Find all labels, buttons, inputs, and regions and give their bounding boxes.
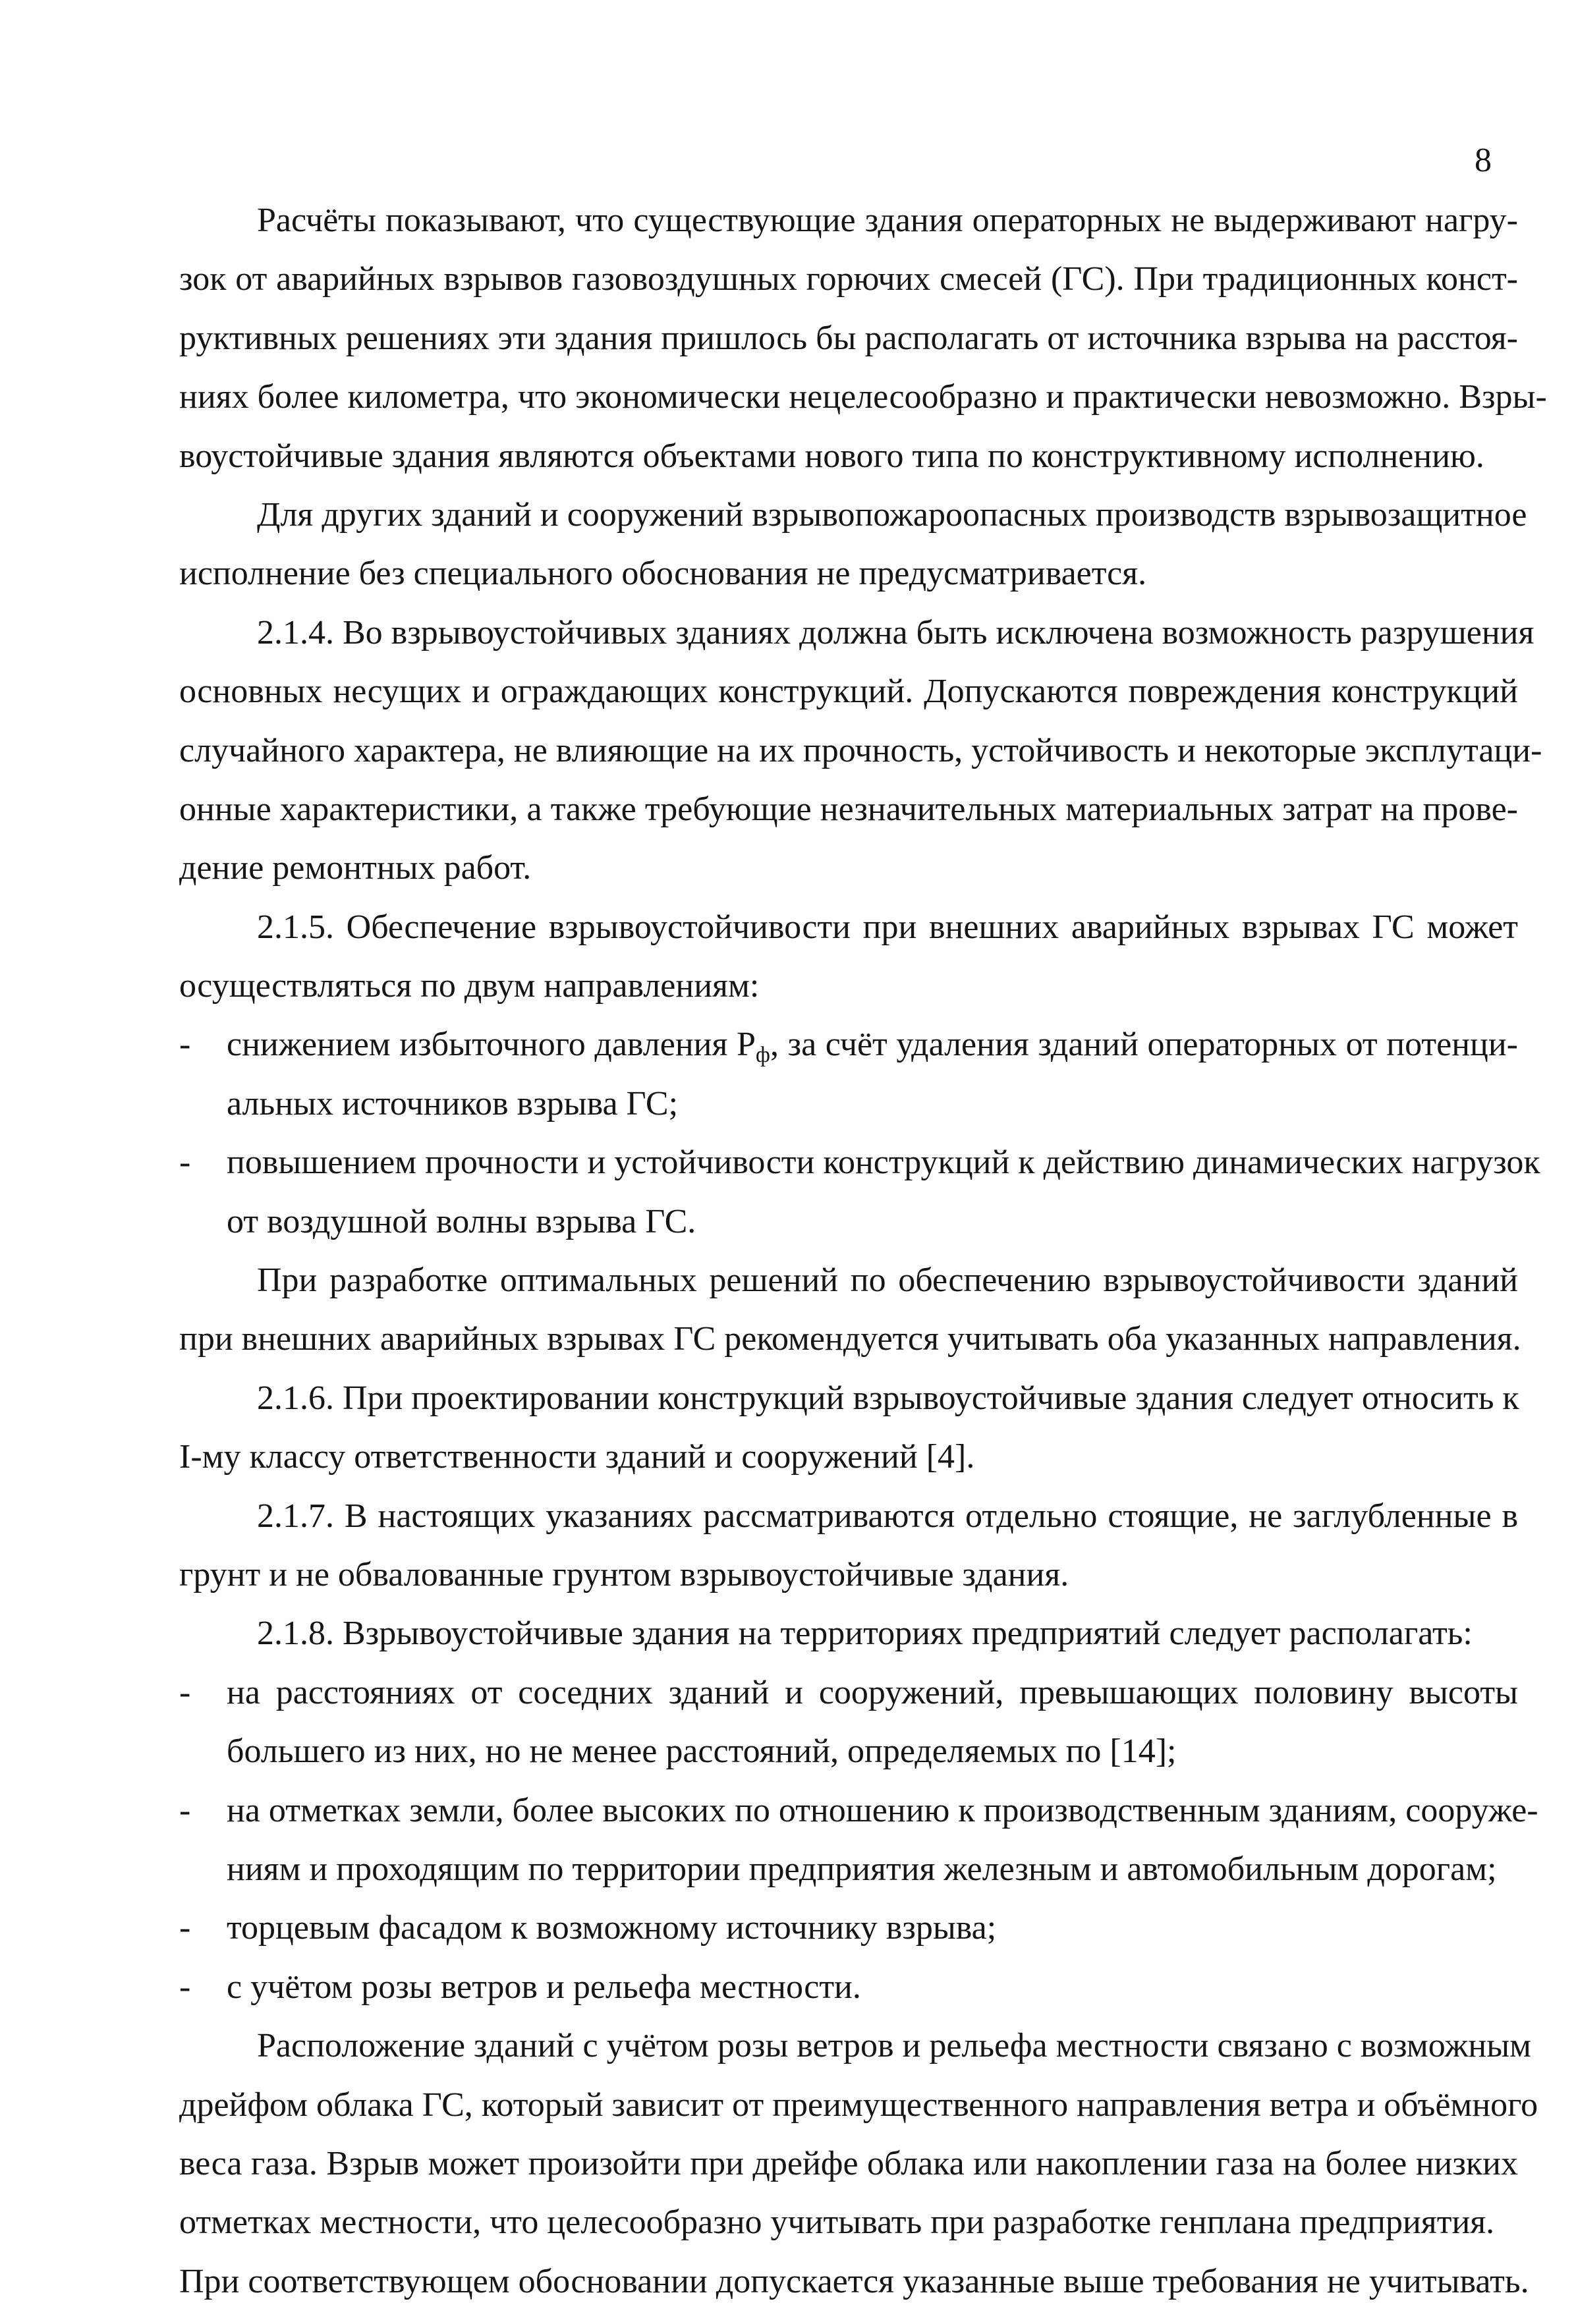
text-line: исполнение без специального обоснования не предусматривается.: [179, 555, 1147, 593]
text-line: 2.1.8. Взрывоустойчивые здания на территориях предприятий следует располагать:: [257, 1615, 1473, 1653]
text-line: дение ремонтных работ.: [179, 849, 532, 887]
list-item: - снижением избыточного давления $Р_ф$, за счёт удаления зданий операторных от потенци-: [179, 1015, 1518, 1074]
text-line: зок от аварийных взрывов газовоздушных горючих смесей (ГС). При традиционных конст-: [179, 260, 1518, 298]
list-item-continuation: от воздушной волны взрыва ГС.: [227, 1202, 696, 1240]
list-item-continuation: большего из них, но не менее расстояний, определяемых по [14];: [227, 1732, 1177, 1771]
list-item: - с учётом розы ветров и рельефа местности.: [179, 1958, 1518, 2016]
bullet-dash: -: [179, 1673, 191, 1711]
text-line: грунт и не обвалованные грунтом взрывоустойчивые здания.: [179, 1555, 1069, 1593]
list-item-continuation: ниям и проходящим по территории предприятия железным и автомобильным дорогам;: [227, 1850, 1497, 1888]
text-line: 2.1.5. Обеспечение взрывоустойчивости при внешних аварийных взрывах ГС может: [257, 908, 1518, 946]
bullet-dash: -: [179, 1791, 191, 1829]
bullet-dash: -: [179, 1909, 191, 1947]
text-line: При соответствующем обосновании допускается указанные выше требования не учитывать.: [179, 2262, 1529, 2300]
text-line: 2.1.4. Во взрывоустойчивых зданиях должна быть исключена возможность разрушения: [257, 613, 1534, 651]
list-item-continuation: альных источников взрыва ГС;: [227, 1084, 679, 1122]
text-line: веса газа. Взрыв может произойти при дрейфе облака или накоплении газа на более низких: [179, 2144, 1518, 2182]
text-line: основных несущих и ограждающих конструкций. Допускаются повреждения конструкций: [179, 673, 1518, 711]
bullet-dash: -: [179, 1144, 191, 1182]
text-line: воустойчивые здания являются объектами нового типа по конструктивному исполнению.: [179, 437, 1484, 475]
page-number: 8: [1475, 142, 1492, 179]
text-line: онные характеристики, а также требующие незначительных материальных затрат на прове-: [179, 790, 1518, 828]
text-line: Расположение зданий с учётом розы ветров и рельефа местности связано с возможным: [257, 2027, 1532, 2065]
text-line: 2.1.6. При проектировании конструкций взрывоустойчивые здания следует относить к: [257, 1379, 1519, 1417]
text-line: Расчёты показывают, что существующие здания операторных не выдерживают нагру-: [257, 202, 1518, 239]
list-item: - на расстояниях от соседних зданий и сооружений, превышающих половину высоты: [179, 1663, 1518, 1722]
bullet-dash: -: [179, 1026, 191, 1064]
list-item: - повышением прочности и устойчивости конструкций к действию динамических нагрузок: [179, 1133, 1518, 1192]
list-item: - торцевым фасадом к возможному источнику взрыва;: [179, 1898, 1518, 1957]
text-line: случайного характера, не влияющие на их прочность, устойчивость и некоторые эксплутаци-: [179, 731, 1542, 769]
text-line: руктивных решениях эти здания пришлось бы располагать от источника взрыва на расстоя-: [179, 319, 1518, 357]
text-line: I-му классу ответственности зданий и сооружений [4].: [179, 1438, 975, 1476]
text-line: дрейфом облака ГС, который зависит от преимущественного направления ветра и объёмного: [179, 2086, 1538, 2124]
text-line: отметках местности, что целесообразно учитывать при разработке генплана предприятия.: [179, 2203, 1495, 2242]
text-line: осуществляться по двум направлениям:: [179, 967, 760, 1005]
list-item: - на отметках земли, более высоких по отношению к производственным зданиям, сооруже-: [179, 1781, 1518, 1840]
text-line: ниях более километра, что экономически нецелесообразно и практически невозможно. Взры-: [179, 378, 1547, 416]
text-line: Для других зданий и сооружений взрывопожароопасных производств взрывозащитное: [257, 495, 1527, 534]
text-line: при внешних аварийных взрывах ГС рекомендуется учитывать оба указанных направления.: [179, 1320, 1521, 1358]
bullet-dash: -: [179, 1968, 191, 2006]
text-line: 2.1.7. В настоящих указаниях рассматриваются отдельно стоящие, не заглубленные в: [257, 1497, 1518, 1535]
document-body: [179, 191, 1547, 2311]
text-line: При разработке оптимальных решений по обеспечению взрывоустойчивости зданий: [257, 1261, 1518, 1300]
